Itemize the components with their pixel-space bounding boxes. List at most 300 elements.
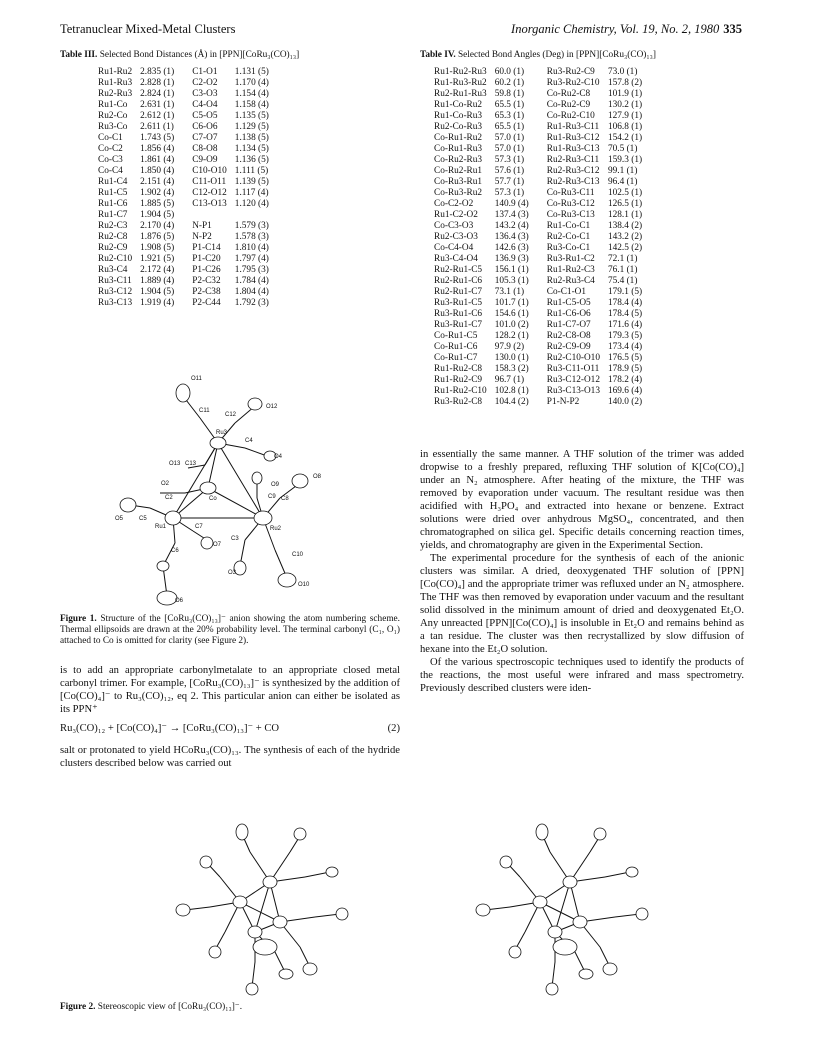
table-cell-label: Ru2-C8 bbox=[98, 232, 128, 242]
table-cell-value: 1.134 (5) bbox=[234, 144, 269, 154]
table-cell-value: 65.5 (1) bbox=[494, 100, 525, 110]
table-cell-label: Ru1-C6-O6 bbox=[546, 309, 591, 319]
table-row bbox=[98, 188, 287, 199]
table-cell-label: Ru3-Co-C1 bbox=[546, 243, 591, 253]
table-cell-value: 102.5 (1) bbox=[607, 188, 643, 198]
table-cell-value: 60.2 (1) bbox=[494, 78, 525, 88]
table-row bbox=[434, 243, 660, 254]
table-cell-label: C7-O7 bbox=[192, 133, 218, 143]
table-cell-value: 157.8 (2) bbox=[607, 78, 643, 88]
table-cell-value: 2.828 (1) bbox=[140, 78, 175, 88]
table-cell-value: 1.784 (4) bbox=[234, 276, 269, 286]
table-cell-value: 1.885 (5) bbox=[140, 199, 175, 209]
table-cell-value: 127.9 (1) bbox=[607, 111, 643, 121]
figure-2-caption: Figure 2. Stereoscopic view of [CoRu₃(CO)₁₃]⁻. bbox=[60, 1002, 243, 1012]
table-cell-value: 57.7 (1) bbox=[494, 177, 525, 187]
table-cell-label: Ru2-Ru1-C7 bbox=[434, 287, 483, 297]
table-cell-label: C1-O1 bbox=[192, 67, 218, 77]
table-row bbox=[98, 243, 287, 254]
table-cell-value: 96.4 (1) bbox=[607, 177, 638, 187]
table-cell-label: Ru2-Ru3-C11 bbox=[546, 155, 600, 165]
table-cell-value: 138.4 (2) bbox=[607, 221, 643, 231]
table-cell-label: Ru2-Ru3 bbox=[98, 89, 133, 99]
table-cell-label: Ru1-Ru2-C8 bbox=[434, 364, 483, 374]
table-row bbox=[98, 133, 287, 144]
table-cell-value: 179.1 (5) bbox=[607, 287, 643, 297]
table-cell-label: Ru3-C13-O13 bbox=[546, 386, 600, 396]
table-cell-value bbox=[235, 210, 287, 221]
table-cell-label: C2-O2 bbox=[192, 78, 218, 88]
atom-label: O11 bbox=[191, 376, 202, 382]
table-cell-value: 130.2 (1) bbox=[607, 100, 643, 110]
table-cell-value: 1.856 (4) bbox=[140, 144, 175, 154]
table-cell-label: C5-O5 bbox=[192, 111, 218, 121]
table-cell-value: 142.5 (2) bbox=[607, 243, 643, 253]
table-cell-value: 2.170 (4) bbox=[140, 221, 175, 231]
table-cell-label: Ru2-C3-O3 bbox=[434, 232, 478, 242]
table-cell-label: Ru3-C11 bbox=[98, 276, 132, 286]
table-cell-value: 178.2 (4) bbox=[607, 375, 643, 385]
table-cell-value: 176.5 (5) bbox=[607, 353, 643, 363]
table-cell-label: Ru1-C6 bbox=[98, 199, 128, 209]
atom-label: Co bbox=[209, 496, 217, 502]
table-cell-label: Ru2-Ru3-C4 bbox=[546, 276, 595, 286]
table-row bbox=[98, 89, 287, 100]
table-cell-value: 173.4 (4) bbox=[607, 342, 643, 352]
table-row bbox=[98, 155, 287, 166]
table-cell-value: 75.4 (1) bbox=[607, 276, 638, 286]
table-cell-label: N-P2 bbox=[192, 232, 212, 242]
table-cell-label: C8-O8 bbox=[192, 144, 218, 154]
table-cell-label: Ru3-C12 bbox=[98, 287, 133, 297]
table-cell-label: Co-C4-O4 bbox=[434, 243, 474, 253]
table-cell-value: 1.129 (5) bbox=[234, 122, 269, 132]
table-row bbox=[98, 298, 287, 309]
table-row bbox=[434, 265, 660, 276]
table-cell-value: 1.904 (5) bbox=[140, 287, 175, 297]
ortep-structure bbox=[95, 368, 335, 608]
table-cell-label: Ru2-C10 bbox=[98, 254, 133, 264]
stereo-left-image bbox=[176, 824, 348, 995]
table-cell-label: Ru1-Ru2 bbox=[98, 67, 133, 77]
table-row bbox=[98, 122, 287, 133]
table-cell-value: 2.611 (1) bbox=[140, 122, 174, 132]
table-cell-value: 106.8 (1) bbox=[607, 122, 643, 132]
table-row bbox=[434, 111, 660, 122]
table-cell-value: 140.0 (2) bbox=[607, 397, 643, 407]
atom-label: C10 bbox=[292, 552, 304, 558]
table-cell-label: Ru1-Co-Ru2 bbox=[434, 100, 483, 110]
right-paragraph-1: in essentially the same manner. A THF solution of the trimer was added dropwise to a freshly prepared, refluxing THF solution of K[Co(CO)₄] under an N₂ atmosphere. After heating of the mixture, the THF was removed by evaporation under vacuum. The resultant residue was then acidified with H₃PO₄ and extracted into hexane or benzene. Extract solutions were dried over anhydrous MgSO₄, concentrated, and then chromatographed on silica gel. Specific details concerning reaction times, yields, and chromatography are given in the Experimental Section. bbox=[420, 449, 744, 551]
table-cell-label: Ru2-Ru1-C6 bbox=[434, 276, 483, 286]
table-cell-label: Co-Ru3-C13 bbox=[546, 210, 595, 220]
table-cell-value: 2.151 (4) bbox=[140, 177, 175, 187]
table-cell-value: 104.4 (2) bbox=[494, 397, 529, 407]
table-cell-value: 57.6 (1) bbox=[494, 166, 525, 176]
table-iii bbox=[98, 67, 287, 309]
table-cell-value: 159.3 (1) bbox=[607, 155, 643, 165]
table-row bbox=[98, 177, 287, 188]
table-cell-label: Ru1-C7-O7 bbox=[546, 320, 591, 330]
atom-label: O8 bbox=[313, 474, 322, 480]
atom-label: C9 bbox=[268, 494, 276, 500]
table-row bbox=[434, 133, 660, 144]
table-cell-value: 128.1 (1) bbox=[607, 210, 643, 220]
table-cell-label: Co-Ru3-C11 bbox=[546, 188, 595, 198]
table-cell-label: Ru1-C7 bbox=[98, 210, 128, 220]
table-cell-label: Ru3-C11-O11 bbox=[546, 364, 600, 374]
table-cell-label: Ru1-Co-C1 bbox=[546, 221, 591, 231]
table-cell-value: 1.579 (3) bbox=[234, 221, 269, 231]
table-cell-value: 154.6 (1) bbox=[494, 309, 529, 319]
table-cell-value: 102.8 (1) bbox=[494, 386, 529, 396]
table-cell-value: 136.9 (3) bbox=[494, 254, 529, 264]
atom-label: O7 bbox=[213, 542, 222, 548]
table-cell-label: N-P1 bbox=[192, 221, 212, 231]
table-cell-label: C6-O6 bbox=[192, 122, 218, 132]
table-cell-value: 126.5 (1) bbox=[607, 199, 643, 209]
table-cell-label: Ru2-Co-C1 bbox=[546, 232, 591, 242]
table-cell-label: C9-O9 bbox=[192, 155, 218, 165]
table-cell-value: 57.3 (1) bbox=[494, 188, 525, 198]
table-row bbox=[98, 265, 287, 276]
table-cell-label: Ru3-Ru1-C2 bbox=[546, 254, 595, 264]
table-cell-label: Ru2-Co bbox=[98, 111, 128, 121]
page-number: 335 bbox=[723, 22, 742, 36]
atom-label: O2 bbox=[161, 481, 170, 487]
table-row bbox=[434, 298, 660, 309]
table-cell-label bbox=[192, 210, 235, 221]
table-cell-value: 96.7 (1) bbox=[494, 375, 525, 385]
atom-label: C4 bbox=[245, 438, 253, 444]
table-cell-value: 140.9 (4) bbox=[494, 199, 529, 209]
table-cell-label: P1-N-P2 bbox=[546, 397, 580, 407]
table-cell-label: Co-C3 bbox=[98, 155, 123, 165]
table-cell-value: 143.2 (2) bbox=[607, 232, 643, 242]
table-cell-value: 1.902 (4) bbox=[140, 188, 175, 198]
table-cell-label: C10-O10 bbox=[192, 166, 227, 176]
table-row bbox=[434, 188, 660, 199]
atom-label: O9 bbox=[271, 482, 280, 488]
table-cell-value: 105.3 (1) bbox=[494, 276, 529, 286]
atom-label: C12 bbox=[225, 412, 237, 418]
table-cell-label: Ru1-Ru3 bbox=[98, 78, 133, 88]
table-cell-label: Ru3-Ru2-C9 bbox=[546, 67, 595, 77]
table-cell-value: 1.158 (4) bbox=[234, 100, 269, 110]
table-cell-label: Co-Ru1-Ru3 bbox=[434, 144, 483, 154]
table-cell-label: Ru1-C5 bbox=[98, 188, 128, 198]
table-row bbox=[434, 320, 660, 331]
atom-label: Ru3 bbox=[216, 430, 228, 436]
table-cell-value: 57.0 (1) bbox=[494, 133, 525, 143]
table-cell-label: Co-Ru1-Ru2 bbox=[434, 133, 483, 143]
table-cell-value: 156.1 (1) bbox=[494, 265, 529, 275]
table-cell-label: C4-O4 bbox=[192, 100, 218, 110]
right-paragraph-2: The experimental procedure for the synthesis of each of the anionic clusters was similar. A dried, deoxygenated THF solution of [PPN][Co(CO)₄] and the appropriate trimer was refluxed under an N₂ atmosphere. The THF was then removed by evaporation under vacuum and the resultant solid dissolved in the minimum amount of dried and deoxygenated Et₂O. Any unreacted [PPN][Co(CO)₄] is insoluble in Et₂O and remains behind as a tan residue. The cluster was then recrystallized by slow diffusion of hexane into the Et₂O solution. bbox=[420, 553, 744, 655]
table-cell-value: 2.835 (1) bbox=[140, 67, 175, 77]
table-cell-value: 1.117 (4) bbox=[234, 188, 269, 198]
table-cell-value: 1.861 (4) bbox=[140, 155, 175, 165]
atom-label: O4 bbox=[274, 454, 283, 460]
table-cell-value: 1.889 (4) bbox=[140, 276, 175, 286]
table-cell-label: Ru1-Co-Ru3 bbox=[434, 111, 483, 121]
table-cell-label: P2-C38 bbox=[192, 287, 221, 297]
table-cell-label: P1-C26 bbox=[192, 265, 221, 275]
table-row bbox=[98, 144, 287, 155]
table-iv-block bbox=[420, 50, 744, 408]
table-cell-value: 73.0 (1) bbox=[607, 67, 638, 77]
table-cell-label: C3-O3 bbox=[192, 89, 218, 99]
table-cell-value: 70.5 (1) bbox=[607, 144, 638, 154]
table-cell-value: 72.1 (1) bbox=[607, 254, 638, 264]
atom-label: Ru2 bbox=[270, 526, 282, 532]
table-cell-label: Co-Ru2-Ru1 bbox=[434, 166, 483, 176]
table-cell-value: 99.1 (1) bbox=[607, 166, 638, 176]
figure-1-drawing bbox=[95, 368, 335, 608]
table-cell-label: Ru3-C12-O12 bbox=[546, 375, 600, 385]
table-cell-label: Co-C4 bbox=[98, 166, 123, 176]
atom-label: C5 bbox=[139, 516, 147, 522]
table-cell-value: 57.3 (1) bbox=[494, 155, 525, 165]
table-cell-value: 1.120 (4) bbox=[234, 199, 269, 209]
atom-label: C2 bbox=[165, 495, 173, 501]
table-iv bbox=[434, 67, 660, 408]
table-row bbox=[434, 221, 660, 232]
table-cell-label: Ru2-C9-O9 bbox=[546, 342, 591, 352]
table-cell-label: Ru3-C4-O4 bbox=[434, 254, 478, 264]
table-cell-label: Ru2-C3 bbox=[98, 221, 128, 231]
right-paragraph-3: Of the various spectroscopic techniques used to identify the products of the reactions, the most useful were infrared and mass spectrometry. Previously described clusters were iden- bbox=[420, 657, 744, 694]
table-cell-value: 1.810 (4) bbox=[234, 243, 269, 253]
table-row bbox=[434, 199, 660, 210]
table-cell-label: Ru1-Ru3-C12 bbox=[546, 133, 600, 143]
table-cell-label: Ru2-Ru3-C12 bbox=[546, 166, 600, 176]
table-row bbox=[434, 232, 660, 243]
atom-label: O6 bbox=[175, 598, 184, 604]
table-cell-value: 130.0 (1) bbox=[494, 353, 529, 363]
table-cell-value: 171.6 (4) bbox=[607, 320, 643, 330]
table-cell-value: 1.908 (5) bbox=[140, 243, 175, 253]
table-cell-label: Ru2-C9 bbox=[98, 243, 128, 253]
table-cell-value: 142.6 (3) bbox=[494, 243, 529, 253]
table-row bbox=[434, 89, 660, 100]
table-cell-label: Co-Ru1-C7 bbox=[434, 353, 478, 363]
table-cell-label: Ru3-Ru2-C8 bbox=[434, 397, 483, 407]
table-cell-label: Co-C1 bbox=[98, 133, 123, 143]
table-cell-value: 97.9 (2) bbox=[494, 342, 525, 352]
table-cell-label: Ru1-Ru2-Ru3 bbox=[434, 67, 487, 77]
table-row bbox=[434, 287, 660, 298]
table-cell-value: 1.135 (5) bbox=[234, 111, 269, 121]
table-row bbox=[98, 78, 287, 89]
table-cell-value: 101.9 (1) bbox=[607, 89, 643, 99]
table-row bbox=[434, 78, 660, 89]
equation-text: Ru₃(CO)₁₂ + [Co(CO)₄]⁻ → [CoRu₃(CO)₁₃]⁻ + CO bbox=[60, 723, 280, 734]
table-cell-label: Ru1-C4 bbox=[98, 177, 128, 187]
table-iii-block bbox=[60, 50, 400, 309]
table-cell-value: 158.3 (2) bbox=[494, 364, 529, 374]
table-cell-value: 2.824 (1) bbox=[140, 89, 175, 99]
table-row bbox=[98, 199, 287, 210]
table-row bbox=[434, 364, 660, 375]
table-cell-value: 65.3 (1) bbox=[494, 111, 525, 121]
table-row bbox=[98, 166, 287, 177]
table-cell-label: Co-C3-O3 bbox=[434, 221, 474, 231]
table-cell-label: P2-C44 bbox=[192, 298, 221, 308]
table-cell-label: Co-Ru1-C5 bbox=[434, 331, 478, 341]
table-cell-label: Ru1-Ru2-C9 bbox=[434, 375, 483, 385]
table-row bbox=[98, 67, 287, 78]
table-cell-label: Co-Ru2-C10 bbox=[546, 111, 595, 121]
atom-label: C11 bbox=[199, 408, 210, 414]
table-cell-value: 57.0 (1) bbox=[494, 144, 525, 154]
table-cell-value: 1.743 (5) bbox=[140, 133, 175, 143]
table-row bbox=[434, 155, 660, 166]
table-cell-value: 1.131 (5) bbox=[234, 67, 269, 77]
table-cell-label: Ru1-Co bbox=[98, 100, 128, 110]
table-cell-label: Ru1-C5-O5 bbox=[546, 298, 591, 308]
table-cell-label: P1-C20 bbox=[192, 254, 221, 264]
table-cell-label: Co-Ru3-Ru1 bbox=[434, 177, 483, 187]
table-row bbox=[98, 111, 287, 122]
table-cell-label: Ru1-Ru2-C10 bbox=[434, 386, 487, 396]
right-body-text bbox=[420, 448, 744, 695]
table-row bbox=[434, 353, 660, 364]
table-cell-label: Ru2-Ru1-Ru3 bbox=[434, 89, 487, 99]
table-cell-value: 1.154 (4) bbox=[234, 89, 269, 99]
table-row bbox=[434, 331, 660, 342]
header-title: Tetranuclear Mixed-Metal Clusters bbox=[60, 22, 236, 36]
table-row bbox=[98, 232, 287, 243]
table-cell-label: P1-C14 bbox=[192, 243, 221, 253]
table-cell-value: 1.139 (5) bbox=[234, 177, 269, 187]
table-row bbox=[434, 375, 660, 386]
table-cell-label: Co-C2-O2 bbox=[434, 199, 474, 209]
table-cell-label: Co-C1-O1 bbox=[546, 287, 587, 297]
table-cell-value: 1.170 (4) bbox=[234, 78, 269, 88]
table-cell-value: 1.111 (5) bbox=[234, 166, 269, 176]
table-cell-label: Co-Ru2-C9 bbox=[546, 100, 591, 110]
table-cell-value: 1.795 (3) bbox=[234, 265, 269, 275]
table-cell-value: 76.1 (1) bbox=[607, 265, 638, 275]
table-cell-value: 2.172 (4) bbox=[140, 265, 175, 275]
atom-label: Ru1 bbox=[155, 524, 167, 530]
table-cell-value: 136.4 (3) bbox=[494, 232, 529, 242]
table-cell-label: P2-C32 bbox=[192, 276, 221, 286]
table-cell-value: 1.578 (3) bbox=[234, 232, 269, 242]
table-cell-value: 73.1 (1) bbox=[494, 287, 525, 297]
table-cell-value: 2.631 (1) bbox=[140, 100, 175, 110]
table-cell-label: Ru2-C8-O8 bbox=[546, 331, 591, 341]
table-row bbox=[434, 397, 660, 408]
table-cell-label: Ru1-Ru3-C11 bbox=[546, 122, 600, 132]
table-cell-label: C12-O12 bbox=[192, 188, 227, 198]
table-row bbox=[98, 276, 287, 287]
table-cell-value: 1.850 (4) bbox=[140, 166, 175, 176]
table-cell-label: Ru2-C10-O10 bbox=[546, 353, 600, 363]
table-cell-value: 2.612 (1) bbox=[140, 111, 175, 121]
table-cell-value: 101.0 (2) bbox=[494, 320, 529, 330]
stereo-right-image bbox=[476, 824, 648, 995]
table-row bbox=[98, 254, 287, 265]
table-cell-label: C13-O13 bbox=[192, 199, 227, 209]
table-cell-value: 1.797 (4) bbox=[234, 254, 269, 264]
table-cell-label: Co-Ru2-C8 bbox=[546, 89, 591, 99]
table-row bbox=[434, 386, 660, 397]
table-cell-value: 60.0 (1) bbox=[494, 67, 525, 77]
atom-label: C13 bbox=[185, 461, 197, 467]
table-cell-value: 154.2 (1) bbox=[607, 133, 643, 143]
table-row bbox=[98, 100, 287, 111]
figure-2-drawing bbox=[140, 822, 740, 997]
table-cell-value: 178.4 (4) bbox=[607, 298, 643, 308]
table-cell-label: Ru1-Ru3-C13 bbox=[546, 144, 600, 154]
stereo-view bbox=[140, 822, 740, 997]
table-cell-label: Ru3-Co bbox=[98, 122, 128, 132]
table-iii-caption: Table III. Selected Bond Distances (Å) in [PPN][CoRu₃(CO)₁₃] bbox=[60, 50, 300, 60]
table-cell-label: Ru1-Ru3-Ru2 bbox=[434, 78, 487, 88]
table-cell-value: 101.7 (1) bbox=[494, 298, 529, 308]
header-journal: Inorganic Chemistry, Vol. 19, No. 2, 1980 335 bbox=[511, 22, 742, 36]
table-cell-value: 1.136 (5) bbox=[234, 155, 269, 165]
atom-label: O3 bbox=[228, 570, 237, 576]
table-cell-value: 1.876 (5) bbox=[140, 232, 175, 242]
table-cell-value: 143.2 (4) bbox=[494, 221, 529, 231]
table-cell-label: Ru1-C2-O2 bbox=[434, 210, 478, 220]
table-row bbox=[98, 210, 287, 221]
table-row bbox=[434, 100, 660, 111]
table-row bbox=[98, 287, 287, 298]
table-row bbox=[434, 254, 660, 265]
table-cell-label: Ru2-Co-Ru3 bbox=[434, 122, 483, 132]
table-cell-value: 179.3 (5) bbox=[607, 331, 643, 341]
table-cell-label: Ru3-Ru1-C5 bbox=[434, 298, 483, 308]
table-row bbox=[98, 221, 287, 232]
atom-label: C8 bbox=[281, 496, 289, 502]
atom-label: O13 bbox=[169, 461, 181, 467]
table-cell-label: Ru3-Ru1-C6 bbox=[434, 309, 483, 319]
atom-label: O12 bbox=[266, 404, 278, 410]
figure-1-caption: Figure 1. Structure of the [CoRu₃(CO)₁₃]⁻ anion showing the atom numbering scheme. Thermal ellipsoids are drawn at the 20% probability level. The terminal carbonyl (C₁, O₁) attached to Co is omitted for clarity (see Figure 2). bbox=[60, 614, 400, 646]
table-cell-label: Co-Ru2-Ru3 bbox=[434, 155, 483, 165]
table-cell-label: Ru3-C4 bbox=[98, 265, 128, 275]
table-cell-label: Ru3-Ru1-C7 bbox=[434, 320, 483, 330]
table-cell-label: Co-C2 bbox=[98, 144, 123, 154]
table-cell-value: 178.9 (5) bbox=[607, 364, 643, 374]
table-cell-label: C11-O11 bbox=[192, 177, 227, 187]
table-row bbox=[434, 177, 660, 188]
atom-label: C3 bbox=[231, 536, 239, 542]
table-row bbox=[434, 276, 660, 287]
table-cell-value: 1.921 (5) bbox=[140, 254, 175, 264]
atom-label: C7 bbox=[195, 524, 203, 530]
table-cell-value: 59.8 (1) bbox=[494, 89, 525, 99]
left-paragraph-2: salt or protonated to yield HCoRu₃(CO)₁₃. The synthesis of each of the hydride clusters described below was carried out bbox=[60, 745, 400, 769]
atom-label: O10 bbox=[298, 582, 310, 588]
table-cell-value: 1.919 (4) bbox=[140, 298, 175, 308]
table-cell-value: 1.792 (3) bbox=[234, 298, 269, 308]
table-row bbox=[434, 342, 660, 353]
table-cell-label: Co-Ru1-C6 bbox=[434, 342, 478, 352]
table-cell-value: 1.138 (5) bbox=[234, 133, 269, 143]
table-cell-label: Ru2-Ru3-C13 bbox=[546, 177, 600, 187]
table-cell-label: Co-Ru3-Ru2 bbox=[434, 188, 483, 198]
table-cell-label: Ru1-Ru2-C3 bbox=[546, 265, 595, 275]
table-row bbox=[434, 122, 660, 133]
table-cell-value: 1.904 (5) bbox=[140, 210, 175, 220]
atom-label: O5 bbox=[115, 516, 124, 522]
table-cell-value: 65.5 (1) bbox=[494, 122, 525, 132]
